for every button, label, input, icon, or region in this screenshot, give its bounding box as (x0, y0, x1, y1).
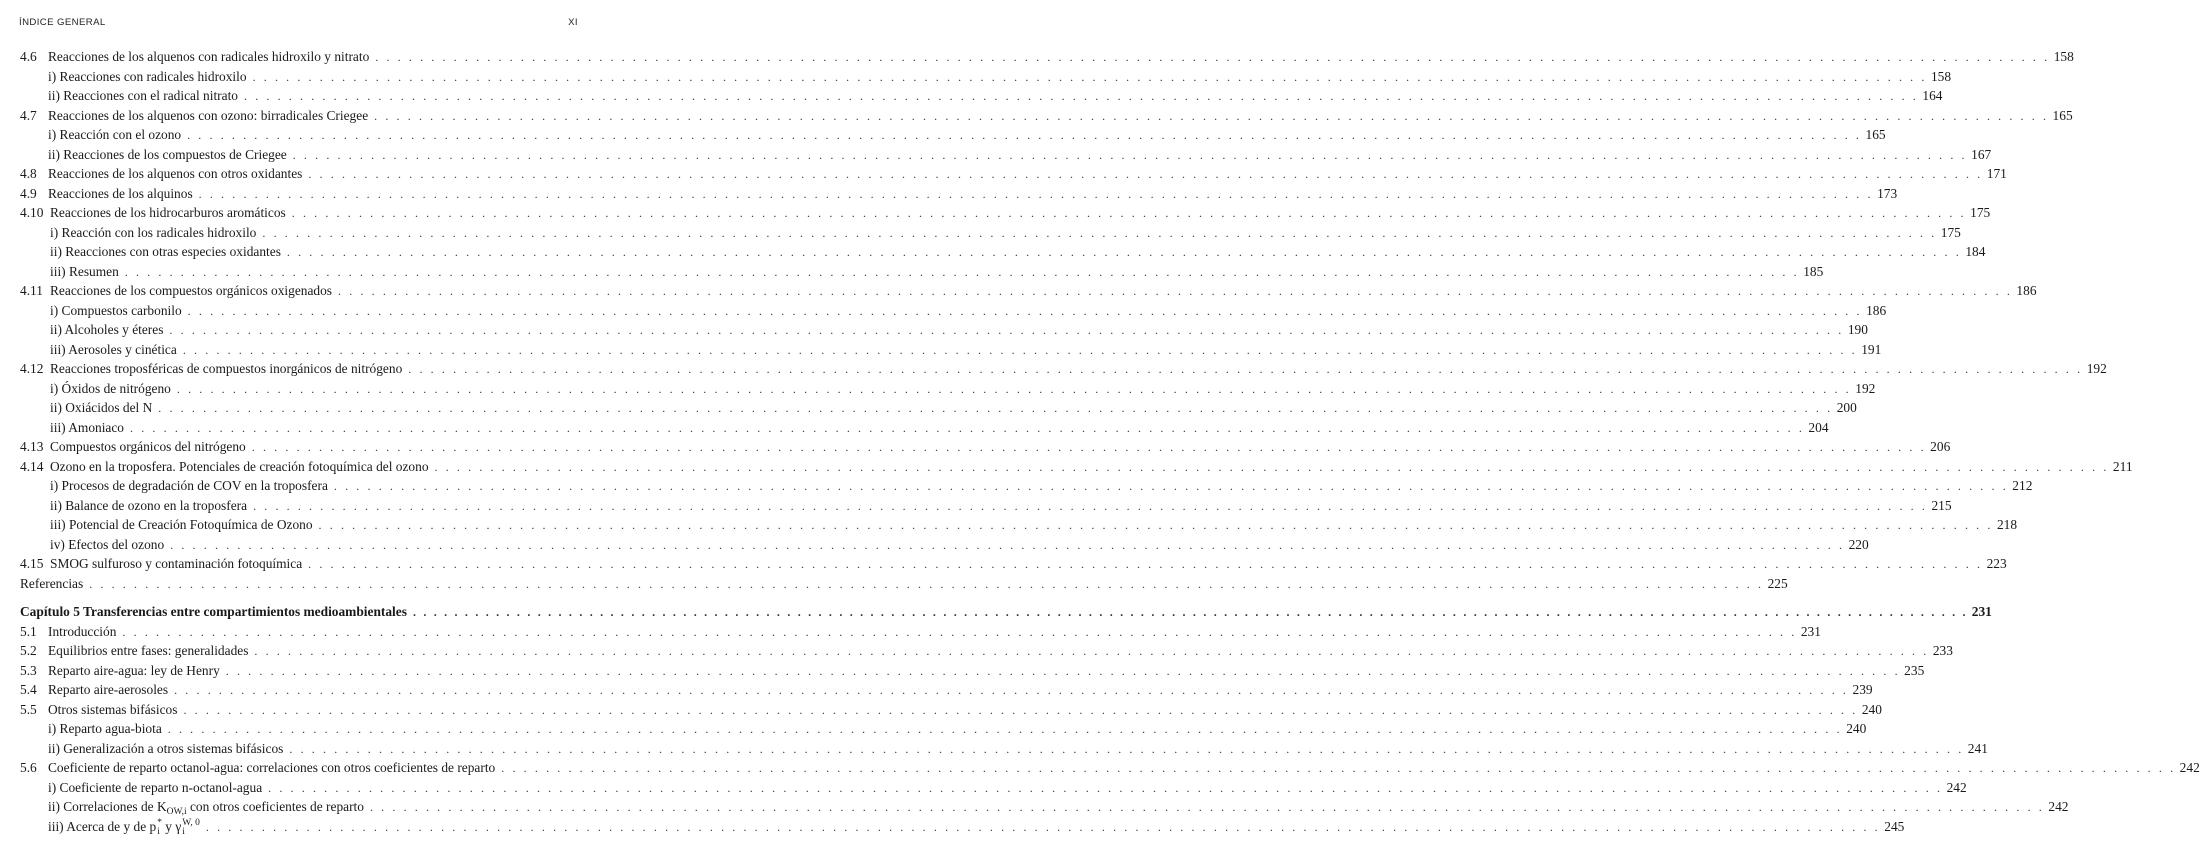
entry-title (48, 146, 287, 163)
math-symbol: K (156, 799, 167, 815)
page-number: 192 (1855, 380, 1876, 396)
title-text: Introducción (48, 623, 117, 639)
dot-leader: . . . . . . . . . . . . . . . . . . . . . . . . . . . . . . . . . . . . . . . . . . . . . . . . . . . . . . . . . . . . . . . . . . . . . . . . . . . . . . . . . . . . . . . . . . . . . . . . . . . . . . . . . . . . . . . . . . . . . . . . . . . . . . . . . . . . . . . . . . . . . . . . . . . . . . (198, 186, 1874, 201)
toc-entry (48, 48, 2074, 66)
dot-leader: . . . . . . . . . . . . . . . . . . . . . . . . . . . . . . . . . . . . . . . . . . . . . . . . . . . . . . . . . . . . . . . . . . . . . . . . . . . . . . . . . . . . . . . . . . . . . . . . . . . . . . . . . . . . . . . . . . . . . . . . . . . . . . . . . . . . . . . . . . . . . . . . . . . . . . (187, 128, 1862, 143)
dot-leader: . . . . . . . . . . . . . . . . . . . . . . . . . . . . . . . . . . . . . . . . . . . . . . . . . . . . . . . . . . . . . . . . . . . . . . . . . . . . . . . . . . . . . . . . . . . . . . . . . . . . . . . . . . . . . . . . . . . . . . . . . . . . . . . . . . . . . . . . . . . . . . . . . . . . . . (169, 323, 1844, 338)
entry-title (50, 263, 119, 280)
toc-row (0, 681, 1873, 698)
toc-entry (48, 642, 1953, 660)
title-text: iv) Efectos del ozono (50, 536, 165, 552)
toc-entry (50, 516, 2018, 534)
entry-title (50, 224, 256, 241)
dot-leader: . . . . . . . . . . . . . . . . . . . . . . . . . . . . . . . . . . . . . . . . . . . . . . . . . . . . . . . . . . . . . . . . . . . . . . . . . . . . . . . . . . . . . . . . . . . . . . . . . . . . . . . . . . . . . . . . . . . . . . . . . . . . . . . . . . . . . . . . . . . . . . . . . . . . . . (308, 167, 1983, 182)
page-number: 245 (1884, 819, 1905, 834)
section-number: 4.12 (20, 361, 44, 377)
toc-entry (50, 438, 1951, 456)
toc-entry (50, 458, 2133, 476)
toc-entry (48, 146, 1992, 164)
page-number: 190 (1847, 322, 1868, 338)
page-number: 167 (1971, 146, 1992, 162)
toc-row (0, 146, 1992, 163)
title-text: Reacciones de los compuestos orgánicos oxigenados (50, 283, 333, 299)
title-text: ii) Reacciones con otras especies oxidantes (50, 244, 281, 260)
dot-leader: . . . . . . . . . . . . . . . . . . . . . . . . . . . . . . . . . . . . . . . . . . . . . . . . . . . . . . . . . . . . . . . . . . . . . . . . . . . . . . . . . . . . . . . . . . . . . . . . . . . . . . . . . . . . . . . . . . . . . . . . . . . . . . . . . . . . . . . . . . . . . . . . . . . . . . (338, 284, 2013, 299)
page-number: 220 (1848, 536, 1869, 552)
section-number: 5.5 (20, 701, 37, 717)
title-text: ii) Reacciones de los compuestos de Criegee (48, 146, 287, 162)
entry-title (50, 477, 328, 494)
page-number: 158 (2053, 49, 2074, 64)
entry-title (48, 185, 193, 202)
entry-title (50, 302, 182, 319)
title-text-mid: y (161, 819, 176, 834)
dot-leader: . . . . . . . . . . . . . . . . . . . . . . . . . . . . . . . . . . . . . . . . . . . . . . . . . . . . . . . . . . . . . . . . . . . . . . . . . . . . . . . . . . . . . . . . . . . . . . . . . . . . . . . . . . . . . . . . . . . . . . . . . . . . . . . . . . . . . . . . . . . . . . . . . . . . . . (167, 722, 1843, 737)
title-text: i) Compuestos carbonilo (50, 302, 182, 318)
entry-title (20, 575, 83, 592)
toc-entry (48, 107, 2073, 125)
toc-row (0, 759, 2200, 776)
toc-entry (48, 185, 1898, 203)
title-text: i) Reacciones con radicales hidroxilo (48, 68, 247, 84)
page-number: 231 (1971, 604, 1992, 620)
title-text: Compuestos orgánicos del nitrógeno (50, 439, 246, 455)
toc-row (0, 204, 1991, 221)
dot-leader: . . . . . . . . . . . . . . . . . . . . . . . . . . . . . . . . . . . . . . . . . . . . . . . . . . . . . . . . . . . . . . . . . . . . . . . . . . . . . . . . . . . . . . . . . . . . . . . . . . . . . . . . . . . . . . . . . . . . . . . . . . . . . . . . . . . . . . . . . . . . . . . . . . . . . . (158, 401, 1833, 416)
dot-leader: . . . . . . . . . . . . . . . . . . . . . . . . . . . . . . . . . . . . . . . . . . . . . . . . . . . . . . . . . . . . . . . . . . . . . . . . . . . . . . . . . . . . . . . . . . . . . . . . . . . . . . . . . . . . . . . . . . . . . . . . . . . . . . . . . . . . . . . . . . . . . . . . . . . . . . (369, 800, 2045, 815)
toc-row (0, 321, 1868, 338)
dot-leader: . . . . . . . . . . . . . . . . . . . . . . . . . . . . . . . . . . . . . . . . . . . . . . . . . . . . . . . . . . . . . . . . . . . . . . . . . . . . . . . . . . . . . . . . . . . . . . . . . . . . . . . . . . . . . . . . . . . . . . . . . . . . . . . . . . . . . . . . . . . . . . . . . . . . . . (130, 420, 1805, 435)
page-number: 206 (1930, 439, 1951, 455)
page-number: 223 (1986, 556, 2007, 572)
title-text: iii) Acerca de y de (48, 819, 150, 834)
page-number: 242 (2048, 799, 2069, 815)
toc-row (0, 399, 1857, 416)
title-text-continued: con otros coeficientes de reparto (186, 799, 364, 815)
entry-title (50, 438, 246, 455)
running-head (19, 17, 578, 31)
toc-entry (50, 204, 1991, 222)
toc-entry (48, 701, 1882, 719)
title-text: Reacciones de los alquenos con otros oxidantes (48, 166, 303, 182)
page-number: 241 (1967, 740, 1988, 756)
dot-leader: . . . . . . . . . . . . . . . . . . . . . . . . . . . . . . . . . . . . . . . . . . . . . . . . . . . . . . . . . . . . . . . . . . . . . . . . . . . . . . . . . . . . . . . . . . . . . . . . . . . . . . . . . . . . . . . . . . . . . . . . . . . . . . . . . . . . . . . . . . . . . . . . . . . . . . (253, 498, 1928, 513)
entry-title (48, 662, 220, 679)
entry-title (48, 87, 238, 104)
dot-leader: . . . . . . . . . . . . . . . . . . . . . . . . . . . . . . . . . . . . . . . . . . . . . . . . . . . . . . . . . . . . . . . . . . . . . . . . . . . . . . . . . . . . . . . . . . . . . . . . . . . . . . . . . . . . . . . . . . . . . . . . . . . . . . . . . . . . . . . . . . . . . . . . . . . . . . (205, 820, 1881, 834)
toc-entry (48, 817, 1905, 837)
toc-row (0, 126, 1886, 143)
dot-leader: . . . . . . . . . . . . . . . . . . . . . . . . . . . . . . . . . . . . . . . . . . . . . . . . . . . . . . . . . . . . . . . . . . . . . . . . . . . . . . . . . . . . . . . . . . . . . . . . . . . . . . . . . . . . . . . . . . . . . . . . . . . . . . . . . . . . . . . . . . . . . . . . . . . . . . (412, 605, 1968, 620)
entry-title (48, 798, 364, 818)
page-number: 192 (2086, 361, 2107, 377)
toc-row (0, 516, 2018, 533)
title-text: iii) Aerosoles y cinética (50, 341, 177, 357)
entry-title (48, 165, 302, 182)
toc-row (0, 224, 1961, 241)
entry-title (50, 458, 429, 475)
toc-row (0, 477, 2033, 494)
section-number: 4.13 (20, 439, 44, 455)
entry-title (48, 107, 368, 124)
toc-entry (50, 224, 1961, 242)
title-text: ii) Generalización a otros sistemas bifásicos (48, 740, 284, 756)
dot-leader: . . . . . . . . . . . . . . . . . . . . . . . . . . . . . . . . . . . . . . . . . . . . . . . . . . . . . . . . . . . . . . . . . . . . . . . . . . . . . . . . . . . . . . . . . . . . . . . . . . . . . . . . . . . . . . . . . . . . . . . . . . . . . . . . . . . . . . . . . . . . . . . . . . . . . . (89, 576, 1764, 591)
toc-entry (50, 302, 1887, 320)
toc-entry (48, 126, 1886, 144)
chapter-heading (0, 603, 1992, 620)
title-text: ii) Alcoholes y éteres (50, 322, 164, 338)
title-text: Referencias (20, 575, 84, 591)
toc-entry (20, 603, 1992, 621)
page-number-roman: XI (568, 17, 578, 28)
page-number: 175 (1970, 205, 1991, 221)
toc-entry (50, 419, 1829, 437)
toc-row (0, 701, 1882, 718)
dot-leader: . . . . . . . . . . . . . . . . . . . . . . . . . . . . . . . . . . . . . . . . . . . . . . . . . . . . . . . . . . . . . . . . . . . . . . . . . . . . . . . . . . . . . . . . . . . . . . . . . . . . . . . . . . . . . . . . . . . . . . . . . . . . . . . . . . . . . . . . . . . . . . . . . . . . . . (124, 264, 1800, 279)
entry-title (48, 701, 177, 718)
toc-entry (50, 536, 1869, 554)
page-number: 164 (1922, 88, 1943, 104)
page-number: 158 (1930, 68, 1952, 84)
toc-entry (50, 399, 1857, 417)
section-number: 4.8 (20, 166, 37, 182)
toc-row (0, 185, 1898, 202)
toc-entry (48, 740, 1988, 758)
toc-row (0, 87, 1943, 104)
entry-title (50, 419, 124, 436)
dot-leader: . . . . . . . . . . . . . . . . . . . . . . . . . . . . . . . . . . . . . . . . . . . . . . . . . . . . . . . . . . . . . . . . . . . . . . . . . . . . . . . . . . . . . . . . . . . . . . . . . . . . . . . . . . . . . . . . . . . . . . . . . . . . . . . . . . . . . . . . . . . . . . . . . . . . . . (286, 245, 1962, 260)
title-text: Reacciones de los alquinos (48, 185, 193, 201)
title-text: Reacciones troposféricas de compuestos inorgánicos de nitrógeno (50, 361, 403, 377)
entry-title (20, 603, 407, 620)
toc-entry (50, 263, 1824, 281)
dot-leader: . . . . . . . . . . . . . . . . . . . . . . . . . . . . . . . . . . . . . . . . . . . . . . . . . . . . . . . . . . . . . . . . . . . . . . . . . . . . . . . . . . . . . . . . . . . . . . . . . . . . . . . . . . . . . . . . . . . . . . . . . . . . . . . . . . . . . . . . . . . . . . . . . . . . . . (292, 147, 1968, 162)
dot-leader: . . . . . . . . . . . . . . . . . . . . . . . . . . . . . . . . . . . . . . . . . . . . . . . . . . . . . . . . . . . . . . . . . . . . . . . . . . . . . . . . . . . . . . . . . . . . . . . . . . . . . . . . . . . . . . . . . . . . . . . . . . . . . . . . . . . . . . . . . . . . . . . . . . . . . . (225, 663, 1901, 678)
superscript: W, 0 (182, 817, 200, 828)
section-number: 4.11 (20, 283, 43, 299)
entry-title (48, 779, 262, 796)
entry-title (50, 399, 152, 416)
toc-entry (50, 360, 2107, 378)
page-number: 186 (1866, 302, 1887, 318)
toc-entry (50, 341, 1882, 359)
title-text: ii) Oxiácidos del N (50, 400, 153, 416)
title-text: i) Reacción con los radicales hidroxilo (50, 224, 257, 240)
section-number: 4.7 (20, 107, 37, 123)
subscript: i (157, 826, 160, 837)
dot-leader: . . . . . . . . . . . . . . . . . . . . . . . . . . . . . . . . . . . . . . . . . . . . . . . . . . . . . . . . . . . . . . . . . . . . . . . . . . . . . . . . . . . . . . . . . . . . . . . . . . . . . . . . . . . . . . . . . . . . . . . . . . . . . . . . . . . . . . . . . . . . . . . . . . . . . . (291, 206, 1967, 221)
toc-row (0, 720, 1867, 737)
dot-leader: . . . . . . . . . . . . . . . . . . . . . . . . . . . . . . . . . . . . . . . . . . . . . . . . . . . . . . . . . . . . . . . . . . . . . . . . . . . . . . . . . . . . . . . . . . . . . . . . . . . . . . . . . . . . . . . . . . . . . . . . . . . . . . . . . . . . . . . . . . . . . . . . . . . . . . (187, 303, 1863, 318)
page-number: 171 (1986, 166, 2007, 182)
entry-title (50, 204, 286, 221)
title-text: Ozono en la troposfera. Potenciales de creación fotoquímica del ozono (50, 458, 429, 474)
page-number: 165 (1865, 127, 1886, 143)
toc-entry (50, 497, 1952, 515)
math-symbol: p (149, 819, 157, 834)
page-number: 242 (2179, 760, 2200, 776)
page-number: 165 (2052, 107, 2073, 123)
title-text: Reparto aire-aerosoles (48, 682, 169, 698)
dot-leader: . . . . . . . . . . . . . . . . . . . . . . . . . . . . . . . . . . . . . . . . . . . . . . . . . . . . . . . . . . . . . . . . . . . . . . . . . . . . . . . . . . . . . . . . . . . . . . . . . . . . . . . . . . . . . . . . . . . . . . . . . . . . . . . . . . . . . . . . . . . . . . . . . . . . . . (318, 518, 1993, 533)
section-number: 4.14 (20, 458, 44, 474)
toc-row (0, 555, 2007, 572)
title-text: Reacciones de los hidrocarburos aromáticos (50, 205, 286, 221)
dot-leader: . . . . . . . . . . . . . . . . . . . . . . . . . . . . . . . . . . . . . . . . . . . . . . . . . . . . . . . . . . . . . . . . . . . . . . . . . . . . . . . . . . . . . . . . . . . . . . . . . . . . . . . . . . . . . . . . . . . . . . . . . . . . . . . . . . . . . . . . . . . . . . . . . . . . . . (183, 702, 1858, 717)
title-text: Coeficiente de reparto octanol-agua: correlaciones con otros coeficientes de reparto (48, 760, 496, 776)
page-number: 240 (1861, 701, 1882, 717)
title-text: iii) Potencial de Creación Fotoquímica de Ozono (50, 517, 313, 533)
page-number: 185 (1803, 263, 1824, 279)
entry-title (50, 516, 313, 533)
toc-entry (50, 555, 2007, 573)
page-number: 242 (1946, 779, 1967, 795)
toc-entry (48, 720, 1867, 738)
dot-leader: . . . . . . . . . . . . . . . . . . . . . . . . . . . . . . . . . . . . . . . . . . . . . . . . . . . . . . . . . . . . . . . . . . . . . . . . . . . . . . . . . . . . . . . . . . . . . . . . . . . . . . . . . . . . . . . . . . . . . . . . . . . . . . . . . . . . . . . . . . . . . . . . . . . . . . (375, 50, 2050, 64)
title-text: i) Óxidos de nitrógeno (50, 380, 171, 396)
section-number: 5.2 (20, 643, 37, 659)
toc-entry (48, 68, 1952, 86)
entry-title (50, 282, 332, 299)
page-number: 239 (1852, 682, 1873, 698)
toc-entry (50, 380, 1876, 398)
entry-title (50, 360, 402, 377)
toc-row (0, 107, 2073, 124)
page-number: 215 (1931, 497, 1952, 513)
dot-leader: . . . . . . . . . . . . . . . . . . . . . . . . . . . . . . . . . . . . . . . . . . . . . . . . . . . . . . . . . . . . . . . . . . . . . . . . . . . . . . . . . . . . . . . . . . . . . . . . . . . . . . . . . . . . . . . . . . . . . . . . . . . . . . . . . . . . . . . . . . . . . . . . . . . . . . (408, 362, 2083, 377)
running-head-title: ÍNDICE GENERAL (19, 17, 106, 28)
toc-entry (48, 798, 2069, 818)
toc-entry (48, 662, 1925, 680)
section-number: 4.6 (20, 49, 37, 64)
entry-title (50, 497, 247, 514)
dot-leader: . . . . . . . . . . . . . . . . . . . . . . . . . . . . . . . . . . . . . . . . . . . . . . . . . . . . . . . . . . . . . . . . . . . . . . . . . . . . . . . . . . . . . . . . . . . . . . . . . . . . . . . . . . . . . . . . . . . . . . . . . . . . . . . . . . . . . . . . . . . . . . . . . . . . . . (182, 342, 1858, 357)
dot-leader: . . . . . . . . . . . . . . . . . . . . . . . . . . . . . . . . . . . . . . . . . . . . . . . . . . . . . . . . . . . . . . . . . . . . . . . . . . . . . . . . . . . . . . . . . . . . . . . . . . . . . . . . . . . . . . . . . . . . . . . . . . . . . . . . . . . . . . . . . . . . . . . . . . . . . . (251, 440, 1927, 455)
dot-leader: . . . . . . . . . . . . . . . . . . . . . . . . . . . . . . . . . . . . . . . . . . . . . . . . . . . . . . . . . . . . . . . . . . . . . . . . . . . . . . . . . . . . . . . . . . . . . . . . . . . . . . . . . . . . . . . . . . . . . . . . . . . . . . . . . . . . . . . . . . . . . . . . . . . . . . (252, 69, 1927, 84)
toc-row (0, 302, 1887, 319)
page-number: 191 (1861, 341, 1882, 357)
title-text: i) Coeficiente de reparto n-octanol-agua (48, 779, 263, 795)
title-text: Reacciones de los alquenos con radicales hidroxilo y nitrato (48, 49, 370, 64)
toc-row (0, 536, 1869, 553)
toc-entry (48, 623, 1821, 641)
toc-row (0, 263, 1824, 280)
dot-leader: . . . . . . . . . . . . . . . . . . . . . . . . . . . . . . . . . . . . . . . . . . . . . . . . . . . . . . . . . . . . . . . . . . . . . . . . . . . . . . . . . . . . . . . . . . . . . . . . . . . . . . . . . . . . . . . . . . . . . . . . . . . . . . . . . . . . . . . . . . . . . . . . . . . . . . (268, 780, 1943, 795)
entry-title (48, 759, 495, 776)
toc-row (0, 798, 2069, 818)
toc-row (0, 779, 1967, 796)
section-number: 5.3 (20, 662, 37, 678)
script-stack (182, 819, 200, 837)
section-number: 5.1 (20, 623, 37, 639)
toc-entry (48, 681, 1873, 699)
title-text: ii) Correlaciones de (48, 799, 157, 815)
title-text: Equilibrios entre fases: generalidades (48, 643, 249, 659)
entry-title (48, 623, 116, 640)
toc-row (0, 282, 2037, 299)
toc-entry (48, 779, 1967, 797)
subscript: i (182, 826, 185, 837)
section-number: 5.6 (20, 760, 37, 776)
entry-title (50, 536, 164, 553)
dot-leader: . . . . . . . . . . . . . . . . . . . . . . . . . . . . . . . . . . . . . . . . . . . . . . . . . . . . . . . . . . . . . . . . . . . . . . . . . . . . . . . . . . . . . . . . . . . . . . . . . . . . . . . . . . . . . . . . . . . . . . . . . . . . . . . . . . . . . . . . . . . . . . . . . . . . . . (374, 108, 2049, 123)
entry-title (48, 720, 162, 737)
title-text: iii) Amoniaco (50, 419, 125, 435)
dot-leader: . . . . . . . . . . . . . . . . . . . . . . . . . . . . . . . . . . . . . . . . . . . . . . . . . . . . . . . . . . . . . . . . . . . . . . . . . . . . . . . . . . . . . . . . . . . . . . . . . . . . . . . . . . . . . . . . . . . . . . . . . . . . . . . . . . . . . . . . . . . . . . . . . . . . . . (170, 537, 1845, 552)
toc-row (0, 662, 1925, 679)
toc-entry (50, 321, 1868, 339)
dot-leader: . . . . . . . . . . . . . . . . . . . . . . . . . . . . . . . . . . . . . . . . . . . . . . . . . . . . . . . . . . . . . . . . . . . . . . . . . . . . . . . . . . . . . . . . . . . . . . . . . . . . . . . . . . . . . . . . . . . . . . . . . . . . . . . . . . . . . . . . . . . . . . . . . . . . . . (122, 624, 1797, 639)
dot-leader: . . . . . . . . . . . . . . . . . . . . . . . . . . . . . . . . . . . . . . . . . . . . . . . . . . . . . . . . . . . . . . . . . . . . . . . . . . . . . . . . . . . . . . . . . . . . . . . . . . . . . . . . . . . . . . . . . . . . . . . . . . . . . . . . . . . . . . . . . . . . . . . . . . . . . . (333, 479, 2009, 494)
dot-leader: . . . . . . . . . . . . . . . . . . . . . . . . . . . . . . . . . . . . . . . . . . . . . . . . . . . . . . . . . . . . . . . . . . . . . . . . . . . . . . . . . . . . . . . . . . . . . . . . . . . . . . . . . . . . . . . . . . . . . . . . . . . . . . . . . . . . . . . . . . . . . . . . . . . . . . (289, 741, 1964, 756)
page-number: 211 (2112, 458, 2133, 474)
entry-title (50, 243, 281, 260)
entry-title (48, 48, 369, 65)
toc-entry (48, 165, 2007, 183)
dot-leader: . . . . . . . . . . . . . . . . . . . . . . . . . . . . . . . . . . . . . . . . . . . . . . . . . . . . . . . . . . . . . . . . . . . . . . . . . . . . . . . . . . . . . . . . . . . . . . . . . . . . . . . . . . . . . . . . . . . . . . . . . . . . . . . . . . . . . . . . . . . . . . . . . . . . . . (308, 557, 1983, 572)
page-number: 231 (1800, 623, 1821, 639)
toc-row (0, 48, 2074, 65)
toc-row (0, 341, 1882, 358)
math-symbol-gamma: γ (175, 819, 182, 834)
page-number: 204 (1808, 419, 1829, 435)
toc-row (0, 68, 1952, 85)
toc-row (0, 243, 1986, 260)
dot-leader: . . . . . . . . . . . . . . . . . . . . . . . . . . . . . . . . . . . . . . . . . . . . . . . . . . . . . . . . . . . . . . . . . . . . . . . . . . . . . . . . . . . . . . . . . . . . . . . . . . . . . . . . . . . . . . . . . . . . . . . . . . . . . . . . . . . . . . . . . . . . . . . . . . . . . . (254, 644, 1929, 659)
section-number: 5.4 (20, 682, 37, 698)
title-text: Otros sistemas bifásicos (48, 701, 178, 717)
entry-title (50, 321, 163, 338)
toc-row (0, 497, 1952, 514)
page-number: 212 (2012, 478, 2033, 494)
dot-leader: . . . . . . . . . . . . . . . . . . . . . . . . . . . . . . . . . . . . . . . . . . . . . . . . . . . . . . . . . . . . . . . . . . . . . . . . . . . . . . . . . . . . . . . . . . . . . . . . . . . . . . . . . . . . . . . . . . . . . . . . . . . . . . . . . . . . . . . . . . . . . . . . . . . . . . (262, 225, 1937, 240)
section-number: 4.10 (20, 205, 44, 221)
dot-leader: . . . . . . . . . . . . . . . . . . . . . . . . . . . . . . . . . . . . . . . . . . . . . . . . . . . . . . . . . . . . . . . . . . . . . . . . . . . . . . . . . . . . . . . . . . . . . . . . . . . . . . . . . . . . . . . . . . . . . . . . . . . . . . . . . . . . . . . . . . . . . . . . . . . . . . (176, 381, 1852, 396)
entry-title (48, 126, 181, 143)
toc-row (0, 458, 2133, 475)
toc-row (0, 380, 1876, 397)
toc-entry (20, 575, 1788, 593)
page-number: 175 (1940, 224, 1961, 240)
title-text: i) Reacción con el ozono (48, 127, 182, 143)
toc-row (0, 817, 1905, 837)
title-text: Reparto aire-agua: ley de Henry (48, 662, 220, 678)
toc-entry (48, 87, 1943, 105)
dot-leader: . . . . . . . . . . . . . . . . . . . . . . . . . . . . . . . . . . . . . . . . . . . . . . . . . . . . . . . . . . . . . . . . . . . . . . . . . . . . . . . . . . . . . . . . . . . . . . . . . . . . . . . . . . . . . . . . . . . . . . . . . . . . . . . . . . . . . . . . . . . . . . . . . . . . . . (501, 761, 2176, 776)
dot-leader: . . . . . . . . . . . . . . . . . . . . . . . . . . . . . . . . . . . . . . . . . . . . . . . . . . . . . . . . . . . . . . . . . . . . . . . . . . . . . . . . . . . . . . . . . . . . . . . . . . . . . . . . . . . . . . . . . . . . . . . . . . . . . . . . . . . . . . . . . . . . . . . . . . . . . . (244, 89, 1919, 104)
entry-title (50, 341, 177, 358)
page-number: 240 (1846, 721, 1867, 737)
entry-title (48, 642, 248, 659)
title-text: Capítulo 5 Transferencias entre compartimientos medioambientales (20, 604, 407, 620)
toc-entry (48, 759, 2200, 777)
entry-title (48, 68, 247, 85)
page-number: 186 (2016, 283, 2037, 299)
subscript: OW,i (166, 807, 187, 818)
toc-row (0, 642, 1953, 659)
toc-entry (50, 477, 2033, 495)
title-text: Reacciones de los alquenos con ozono: birradicales Criegee (48, 107, 369, 123)
section-number: 4.15 (20, 556, 44, 572)
toc-row (0, 575, 1788, 592)
page-number: 184 (1965, 244, 1986, 260)
dot-leader: . . . . . . . . . . . . . . . . . . . . . . . . . . . . . . . . . . . . . . . . . . . . . . . . . . . . . . . . . . . . . . . . . . . . . . . . . . . . . . . . . . . . . . . . . . . . . . . . . . . . . . . . . . . . . . . . . . . . . . . . . . . . . . . . . . . . . . . . . . . . . . . . . . . . . . (434, 459, 2109, 474)
page-number: 225 (1767, 575, 1788, 591)
toc-row (0, 360, 2107, 377)
toc-row (0, 740, 1988, 757)
entry-title (48, 681, 168, 698)
page-number: 200 (1836, 400, 1857, 416)
entry-title (48, 740, 283, 757)
toc-row (0, 419, 1829, 436)
title-text: iii) Resumen (50, 263, 119, 279)
dot-leader: . . . . . . . . . . . . . . . . . . . . . . . . . . . . . . . . . . . . . . . . . . . . . . . . . . . . . . . . . . . . . . . . . . . . . . . . . . . . . . . . . . . . . . . . . . . . . . . . . . . . . . . . . . . . . . . . . . . . . . . . . . . . . . . . . . . . . . . . . . . . . . . . . . . . . . (174, 683, 1849, 698)
page-number: 233 (1932, 643, 1953, 659)
toc-entry (50, 282, 2037, 300)
title-text: ii) Reacciones con el radical nitrato (48, 88, 238, 104)
page-number: 218 (1996, 517, 2018, 533)
entry-title (48, 818, 200, 837)
title-text: SMOG sulfuroso y contaminación fotoquímica (50, 556, 303, 572)
entry-title (50, 380, 171, 397)
title-text: i) Reparto agua-biota (48, 721, 162, 737)
page-number: 173 (1877, 185, 1898, 201)
toc-row (0, 165, 2007, 182)
entry-title (50, 555, 302, 572)
title-text: ii) Balance de ozono en la troposfera (50, 497, 248, 513)
superscript: * (157, 817, 162, 828)
page-number: 235 (1904, 662, 1925, 678)
section-number: 4.9 (20, 185, 37, 201)
toc-row (0, 438, 1951, 455)
toc-entry (50, 243, 1986, 261)
toc-row (0, 623, 1821, 640)
title-text: i) Procesos de degradación de COV en la troposfera (50, 478, 328, 494)
